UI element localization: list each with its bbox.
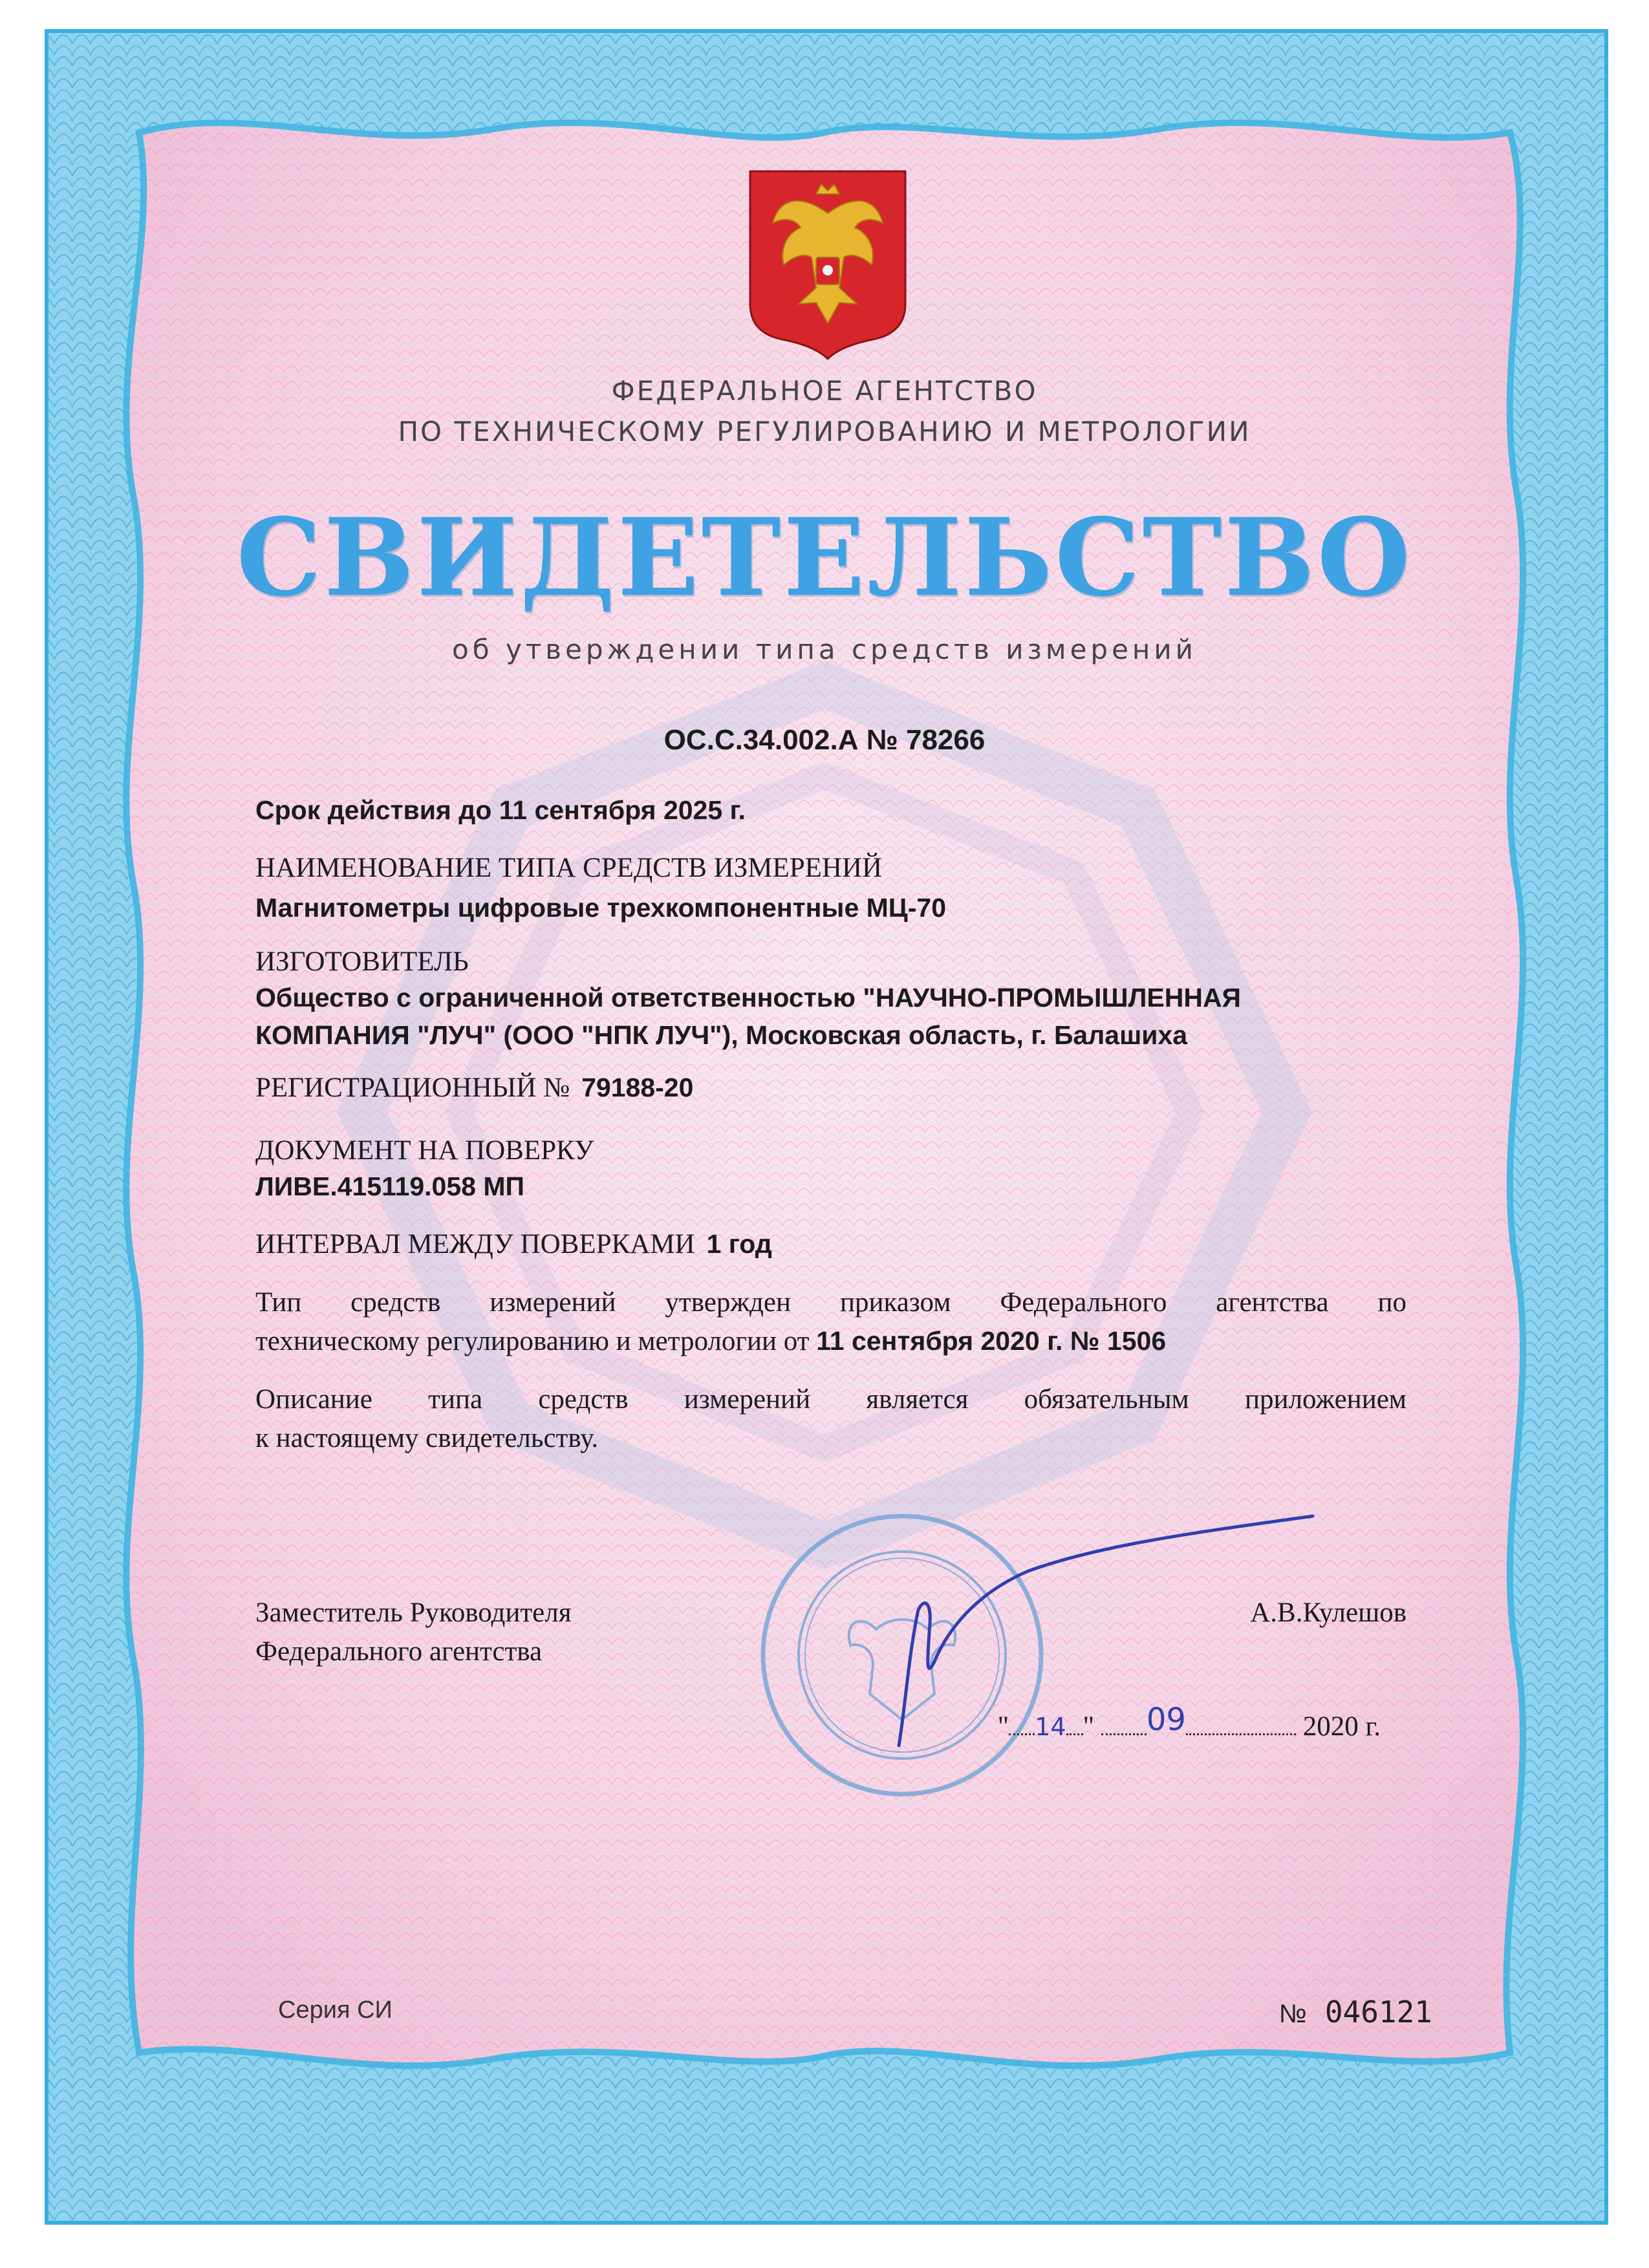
interval-label: ИНТЕРВАЛ МЕЖДУ ПОВЕРКАМИ [255, 1229, 695, 1259]
serial-number-value: 046121 [1324, 1995, 1432, 2029]
registration-label: РЕГИСТРАЦИОННЫЙ № [255, 1073, 570, 1103]
agency-name-line-1: ФЕДЕРАЛЬНОЕ АГЕНТСТВО [611, 375, 1038, 407]
date-month: 09 [1146, 1702, 1186, 1738]
date-year: 2020 г. [1295, 1711, 1381, 1742]
serial-number [1279, 1995, 1432, 2029]
registration-row [255, 1072, 693, 1104]
series-label: Серия СИ [278, 1996, 393, 2024]
signer-position-line-1: Заместитель Руководителя [255, 1598, 572, 1628]
type-value: Магнитометры цифровые трехкомпонентные МЦ-70 [255, 893, 947, 923]
validity-date: Срок действия до 11 сентября 2025 г. [255, 795, 746, 825]
serial-number-label: № [1278, 2000, 1307, 2028]
approval-order: 11 сентября 2020 г. № 1506 [816, 1326, 1167, 1356]
approval-line-2 [255, 1325, 1406, 1357]
signature-date [997, 1702, 1381, 1743]
manufacturer-line-2: КОМПАНИЯ "ЛУЧ" (ООО "НПК ЛУЧ"), Московская область, г. Балашиха [255, 1020, 1188, 1050]
type-label: НАИМЕНОВАНИЕ ТИПА СРЕДСТВ ИЗМЕРЕНИЙ [255, 853, 883, 883]
document-subtitle: об утверждении типа средств измерений [452, 634, 1197, 665]
description-line-2: к настоящему свидетельству. [255, 1423, 599, 1453]
agency-name-line-2: ПО ТЕХНИЧЕСКОМУ РЕГУЛИРОВАНИЮ И МЕТРОЛОГИИ [398, 416, 1251, 447]
manufacturer-line-1: Общество с ограниченной ответственностью "НАУЧНО-ПРОМЫШЛЕННАЯ [255, 983, 1242, 1012]
certificate-number: ОС.С.34.002.А № 78266 [663, 724, 986, 756]
description-line-1: Описание типа средств измерений является обязательным приложением [255, 1384, 1406, 1415]
registration-value: 79188-20 [581, 1073, 694, 1102]
verification-doc-value: ЛИВЕ.415119.058 МП [255, 1171, 524, 1201]
verification-doc-label: ДОКУМЕНТ НА ПОВЕРКУ [255, 1135, 594, 1166]
approval-line-1: Тип средств измерений утвержден приказом Федерального агентства по [255, 1287, 1406, 1318]
signer-name: А.В.Кулешов [1250, 1598, 1406, 1628]
approval-line-2-text: техническому регулированию и метрологии от [255, 1326, 817, 1356]
date-quote-close: " [1083, 1711, 1101, 1742]
date-quote-open: " [997, 1711, 1009, 1742]
document-title: СВИДЕТЕЛЬСТВО [236, 495, 1413, 620]
interval-row [255, 1228, 772, 1260]
coat-of-arms-icon [750, 171, 905, 359]
date-day: 14 [1035, 1713, 1066, 1741]
interval-value: 1 год [706, 1229, 772, 1259]
manufacturer-label: ИЗГОТОВИТЕЛЬ [255, 947, 469, 977]
signer-position-line-2: Федерального агентства [255, 1636, 543, 1667]
